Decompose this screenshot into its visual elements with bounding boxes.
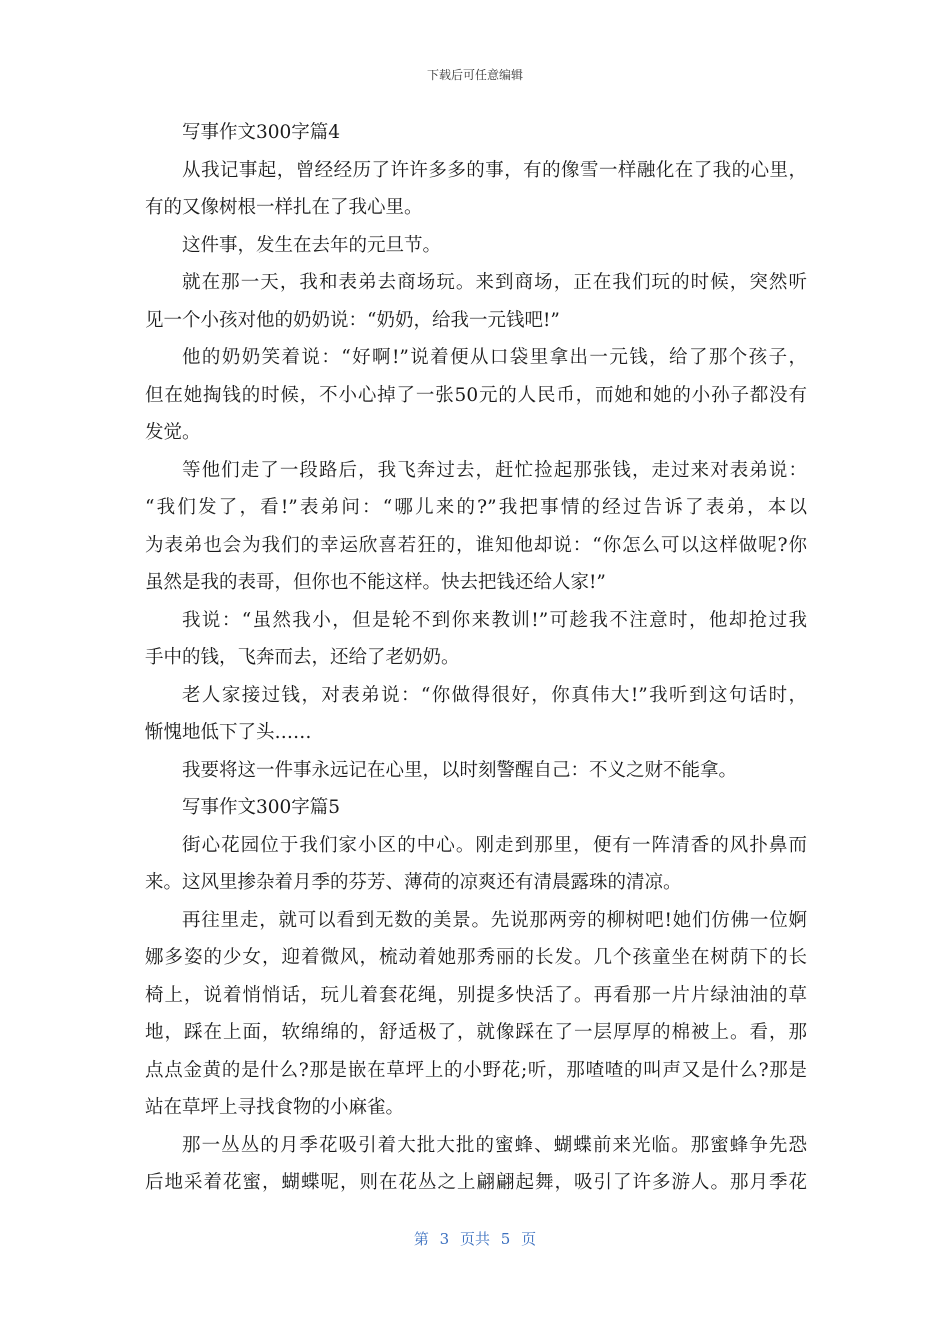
text-line: 街心花园位于我们家小区的中心。刚走到那里，便有一阵清香的风扑鼻而 (182, 834, 807, 856)
text-line: 虽然是我的表哥，但你也不能这样。快去把钱还给人家!” (145, 572, 606, 593)
text-line: 老人家接过钱，对表弟说：“你做得很好，你真伟大!”我听到这句话时， (182, 684, 807, 706)
text-line: 再往里走，就可以看到无数的美景。先说那两旁的柳树吧!她们仿佛一位婀 (182, 909, 807, 931)
text-line: 我要将这一件事永远记在心里，以时刻警醒自己：不义之财不能拿。 (182, 759, 738, 781)
text-line: “我们发了，看!”表弟问：“哪儿来的?”我把事情的经过告诉了表弟，本以 (145, 497, 807, 518)
document-body (145, 114, 807, 1202)
text-line: 我说：“虽然我小，但是轮不到你来教训!”可趁我不注意时，他却抢过我 (182, 609, 807, 631)
text-line: 发觉。 (145, 422, 201, 443)
page-footer: 第 3 页共 5 页 (413, 1230, 537, 1248)
text-line: 从我记事起，曾经经历了许许多多的事，有的像雪一样融化在了我的心里， (182, 159, 807, 181)
text-line: 写事作文300字篇5 (182, 797, 341, 818)
text-line: 惭愧地低下了头…… (145, 722, 312, 743)
text-line: 那一丛丛的月季花吸引着大批大批的蜜蜂、蝴蝶前来光临。那蜜蜂争先恐 (182, 1134, 807, 1156)
text-line: 他的奶奶笑着说：“好啊!”说着便从口袋里拿出一元钱，给了那个孩子， (182, 347, 807, 368)
text-line: 但在她掏钱的时候，不小心掉了一张50元的人民币，而她和她的小孙子都没有 (145, 384, 807, 406)
text-line: 为表弟也会为我们的幸运欣喜若狂的，谁知他却说：“你怎么可以这样做呢?你 (145, 534, 807, 556)
text-line: 娜多姿的少女，迎着微风，梳动着她那秀丽的长发。几个孩童坐在树荫下的长 (145, 947, 807, 968)
text-line: 这件事，发生在去年的元旦节。 (182, 234, 442, 256)
text-line: 椅上，说着悄悄话，玩儿着套花绳，别提多快活了。再看那一片片绿油油的草 (145, 984, 807, 1006)
text-line: 后地采着花蜜，蝴蝶呢，则在花丛之上翩翩起舞，吸引了许多游人。那月季花 (145, 1172, 807, 1193)
text-line: 写事作文300字篇4 (182, 122, 341, 143)
text-line: 等他们走了一段路后，我飞奔过去，赶忙捡起那张钱，走过来对表弟说： (182, 459, 807, 481)
text-line: 地，踩在上面，软绵绵的，舒适极了，就像踩在了一层厚厚的棉被上。看，那 (145, 1022, 807, 1043)
text-line: 站在草坪上寻找食物的小麻雀。 (145, 1097, 405, 1118)
text-line: 有的又像树根一样扎在了我心里。 (145, 197, 423, 218)
text-line: 就在那一天，我和表弟去商场玩。来到商场，正在我们玩的时候，突然听 (182, 272, 807, 293)
text-line: 见一个小孩对他的奶奶说：“奶奶，给我一元钱吧!” (145, 309, 560, 331)
page-header-note: 下载后可任意编辑 (426, 68, 523, 82)
text-line: 手中的钱，飞奔而去，还给了老奶奶。 (145, 647, 460, 668)
text-line: 点点金黄的是什么?那是嵌在草坪上的小野花;听，那喳喳的叫声又是什么?那是 (145, 1059, 807, 1081)
text-line: 来。这风里掺杂着月季的芬芳、薄荷的凉爽还有清晨露珠的清凉。 (145, 872, 682, 893)
